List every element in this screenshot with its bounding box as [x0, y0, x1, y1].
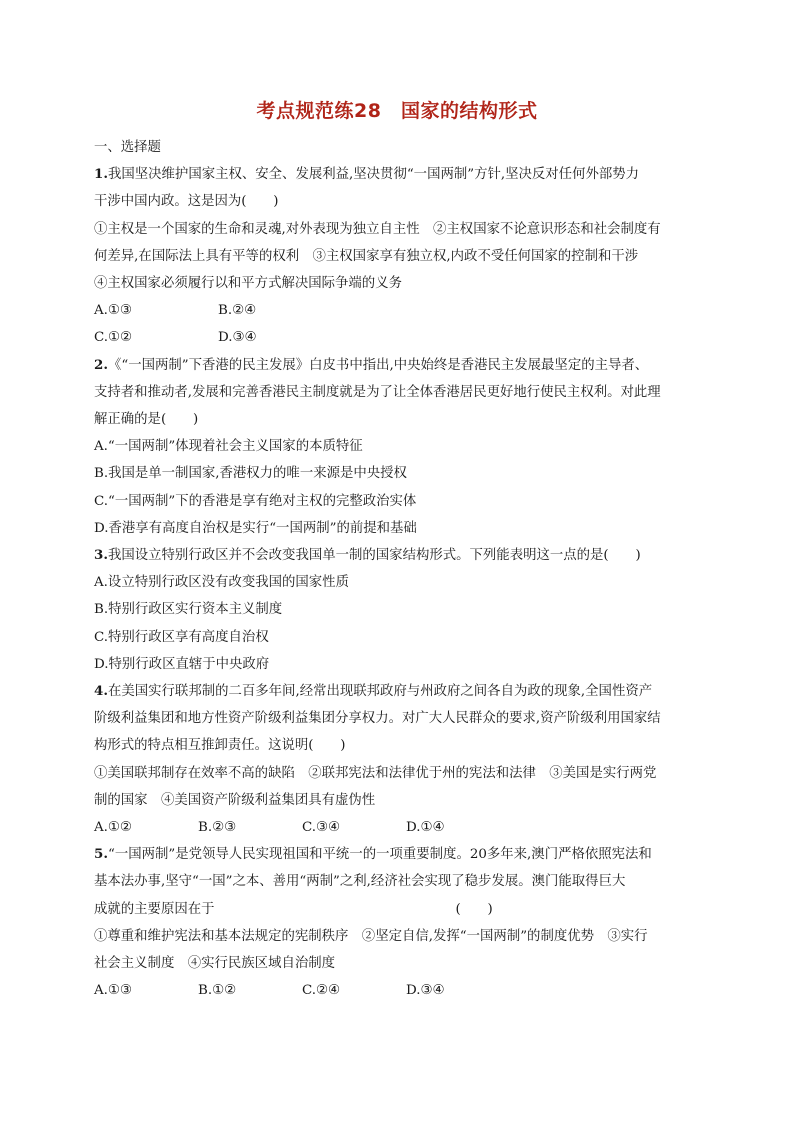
question-number: 1. — [94, 166, 108, 183]
option-a[interactable]: A.设立特别行政区没有改变我国的国家性质 — [94, 575, 349, 591]
answer-options — [94, 297, 698, 324]
option-a[interactable]: A.①③ — [94, 303, 132, 319]
answer-options — [94, 977, 698, 1004]
question-4 — [94, 678, 698, 841]
question-text-line: 5.“一国两制”是党领导人民实现祖国和平统一的一项重要制度。20多年来,澳门严格依照宪法和 — [94, 846, 652, 863]
option-c[interactable]: C.①② — [94, 330, 133, 346]
question-3 — [94, 542, 698, 678]
statement-line: ④主权国家必须履行以和平方式解决国际争端的义务 — [94, 276, 402, 292]
option-c[interactable]: C.“一国两制”下的香港是享有绝对主权的完整政治实体 — [94, 493, 417, 509]
option-b[interactable]: B.我国是单一制国家,香港权力的唯一来源是中央授权 — [94, 466, 407, 482]
question-text-line: 2.《“一国两制”下香港的民主发展》白皮书中指出,中央始终是香港民主发展最坚定的主导者、 — [94, 356, 649, 373]
statement-line: 制的国家 ④美国资产阶级利益集团具有虚伪性 — [94, 792, 376, 808]
question-text-line: 干涉中国内政。这是因为( ) — [94, 194, 279, 210]
question-text-line: 成就的主要原因在于 ( ) — [94, 901, 493, 917]
statement-line: 社会主义制度 ④实行民族区域自治制度 — [94, 956, 336, 972]
question-5 — [94, 841, 698, 1004]
question-1 — [94, 161, 698, 351]
option-b[interactable]: B.②④ — [218, 303, 257, 319]
option-a[interactable]: A.①③ — [94, 983, 132, 999]
option-d[interactable]: D.香港享有高度自治权是实行“一国两制”的前提和基础 — [94, 520, 417, 536]
statement-line: ①美国联邦制存在效率不高的缺陷 ②联邦宪法和法律优于州的宪法和法律 ③美国是实行两党 — [94, 765, 657, 781]
option-d[interactable]: D.①④ — [406, 820, 445, 836]
answer-options — [94, 814, 698, 841]
option-c[interactable]: C.③④ — [302, 820, 341, 836]
question-text-line: 基本法办事,坚守“一国”之本、善用“两制”之利,经济社会实现了稳步发展。澳门能取得巨大 — [94, 874, 626, 890]
question-text-line: 4.在美国实行联邦制的二百多年间,经常出现联邦政府与州政府之间各自为政的现象,全国性资产 — [94, 683, 653, 700]
option-d[interactable]: D.特别行政区直辖于中央政府 — [94, 656, 270, 672]
question-text-line: 阶级利益集团和地方性资产阶级利益集团分享权力。对广大人民群众的要求,资产阶级利用国家结 — [94, 711, 661, 727]
question-text-line: 3.我国设立特别行政区并不会改变我国单一制的国家结构形式。下列能表明这一点的是( ) — [94, 547, 641, 564]
question-text-line: 构形式的特点相互推卸责任。这说明( ) — [94, 738, 346, 754]
option-b[interactable]: B.特别行政区实行资本主义制度 — [94, 602, 283, 618]
statement-line: 何差异,在国际法上具有平等的权利 ③主权国家享有独立权,内政不受任何国家的控制和干涉 — [94, 248, 639, 264]
answer-options — [94, 324, 698, 351]
question-text-line: 1.我国坚决维护国家主权、安全、发展利益,坚决贯彻“一国两制”方针,坚决反对任何外部势力 — [94, 166, 640, 183]
option-a[interactable]: A.①② — [94, 820, 132, 836]
question-number: 5. — [94, 846, 108, 863]
option-d[interactable]: D.③④ — [406, 983, 445, 999]
statement-line: ①尊重和维护宪法和基本法规定的宪制秩序 ②坚定自信,发挥“一国两制”的制度优势 ③实行 — [94, 928, 648, 944]
question-number: 4. — [94, 683, 108, 700]
question-number: 3. — [94, 547, 108, 564]
question-text-line: 解正确的是( ) — [94, 412, 199, 428]
page-title: 考点规范练28 国家的结构形式 — [256, 100, 538, 122]
option-d[interactable]: D.③④ — [218, 330, 257, 346]
section-heading: 一、选择题 — [94, 140, 161, 155]
option-b[interactable]: B.②③ — [198, 820, 237, 836]
statement-line: ①主权是一个国家的生命和灵魂,对外表现为独立自主性 ②主权国家不论意识形态和社会制度有 — [94, 221, 661, 237]
option-c[interactable]: C.②④ — [302, 983, 341, 999]
option-b[interactable]: B.①② — [198, 983, 237, 999]
question-list — [94, 134, 698, 1005]
question-2 — [94, 352, 698, 542]
question-number: 2. — [94, 356, 108, 373]
option-c[interactable]: C.特别行政区享有高度自治权 — [94, 629, 269, 645]
option-a[interactable]: A.“一国两制”体现着社会主义国家的本质特征 — [94, 439, 363, 455]
question-text-line: 支持者和推动者,发展和完善香港民主制度就是为了让全体香港居民更好地行使民主权利。对此理 — [94, 384, 661, 400]
